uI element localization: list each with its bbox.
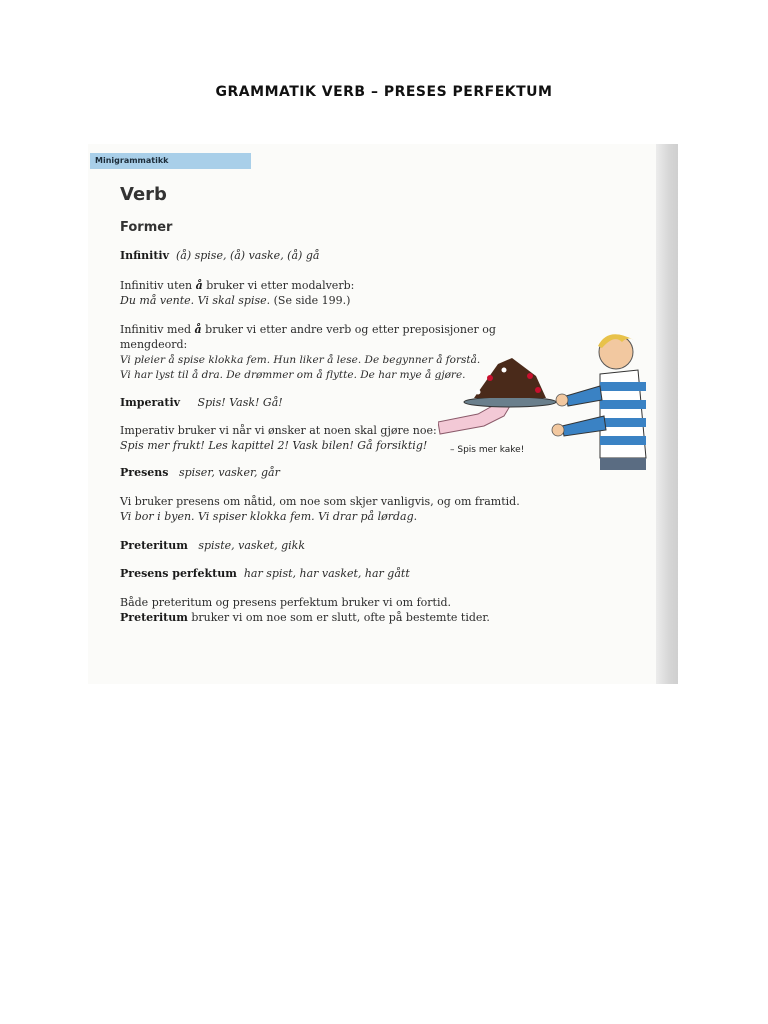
berry [527,373,533,379]
boy-hand [556,394,568,406]
section-tab: Minigrammatikk [90,153,251,169]
boy-hand [552,424,564,436]
berry [487,375,493,381]
presens-label: Presens [120,466,169,479]
subheading-former: Former [120,220,173,235]
stripe [600,418,646,427]
imperativ-example: Spis mer frukt! Les kapittel 2! Vask bilen! Gå forsiktig! [120,439,428,452]
uten-rule [120,278,354,294]
final-line-1: Både preteritum og presens perfektum bruker vi om fortid. [120,596,451,609]
uten-aa: å [195,279,203,292]
presens-example: Vi bor i byen. Vi spiser klokka fem. Vi drar på lørdag. [120,510,418,523]
boy-arm [566,386,602,406]
cream [502,368,507,373]
med-aa: å [194,323,202,336]
final-line-2 [120,610,490,626]
cream [476,390,481,395]
offering-arm [438,404,510,434]
med-example-1: Vi pleier å spise klokka fem. Hun liker å lese. De begynner å forstå. [120,354,481,366]
infinitiv-line [120,248,319,264]
stripe [600,400,646,409]
scanned-textbook-page [88,144,678,684]
presens-line [120,465,280,481]
cake-illustration [438,330,648,480]
med-text-b: bruker vi etter andre verb og etter preposisjoner og [205,323,496,336]
perfektum-line [120,566,410,582]
final-line-2-rest: bruker vi om noe som er slutt, ofte på bestemte tider. [191,611,490,624]
document-title: GRAMMATIK VERB – PRESES PERFEKTUM [215,84,553,100]
perfektum-label: Presens perfektum [120,567,237,580]
imperativ-line [120,395,283,411]
illustration-caption: – Spis mer kake! [450,445,525,455]
plate [464,397,556,407]
infinitiv-forms: (å) spise, (å) vaske, (å) gå [175,249,320,262]
stripe [600,436,646,445]
page-binding-shadow [656,144,678,684]
presens-rule: Vi bruker presens om nåtid, om noe som skjer vanligvis, og om framtid. [120,495,520,508]
presens-forms: spiser, vasker, går [178,466,280,479]
uten-example-ref: (Se side 199.) [273,294,351,307]
preteritum-forms: spiste, vasket, gikk [198,539,306,552]
stripe [600,382,646,391]
imperativ-forms: Spis! Vask! Gå! [197,396,283,409]
cake [474,358,546,398]
uten-text-a: Infinitiv uten [120,279,193,292]
imperativ-rule: Imperativ bruker vi når vi ønsker at noen skal gjøre noe: [120,424,437,437]
boy-arm [562,416,606,436]
berry [535,387,541,393]
uten-example-italic: Du må vente. Vi skal spise. [120,294,271,307]
perfektum-forms: har spist, har vasket, har gått [243,567,410,580]
med-rule-line2: mengdeord: [120,338,188,351]
med-example-2: Vi har lyst til å dra. De drømmer om å flytte. De har mye å gjøre. [120,369,466,381]
heading-verb: Verb [120,184,167,205]
infinitiv-label: Infinitiv [120,249,169,262]
med-text-a: Infinitiv med [120,323,192,336]
imperativ-label: Imperativ [120,396,181,409]
uten-example [120,293,350,309]
preteritum-label: Preteritum [120,539,188,552]
final-line-2-bold: Preteritum [120,611,188,624]
uten-text-b: bruker vi etter modalverb: [206,279,355,292]
preteritum-line [120,538,305,554]
boy-jeans [600,458,646,470]
